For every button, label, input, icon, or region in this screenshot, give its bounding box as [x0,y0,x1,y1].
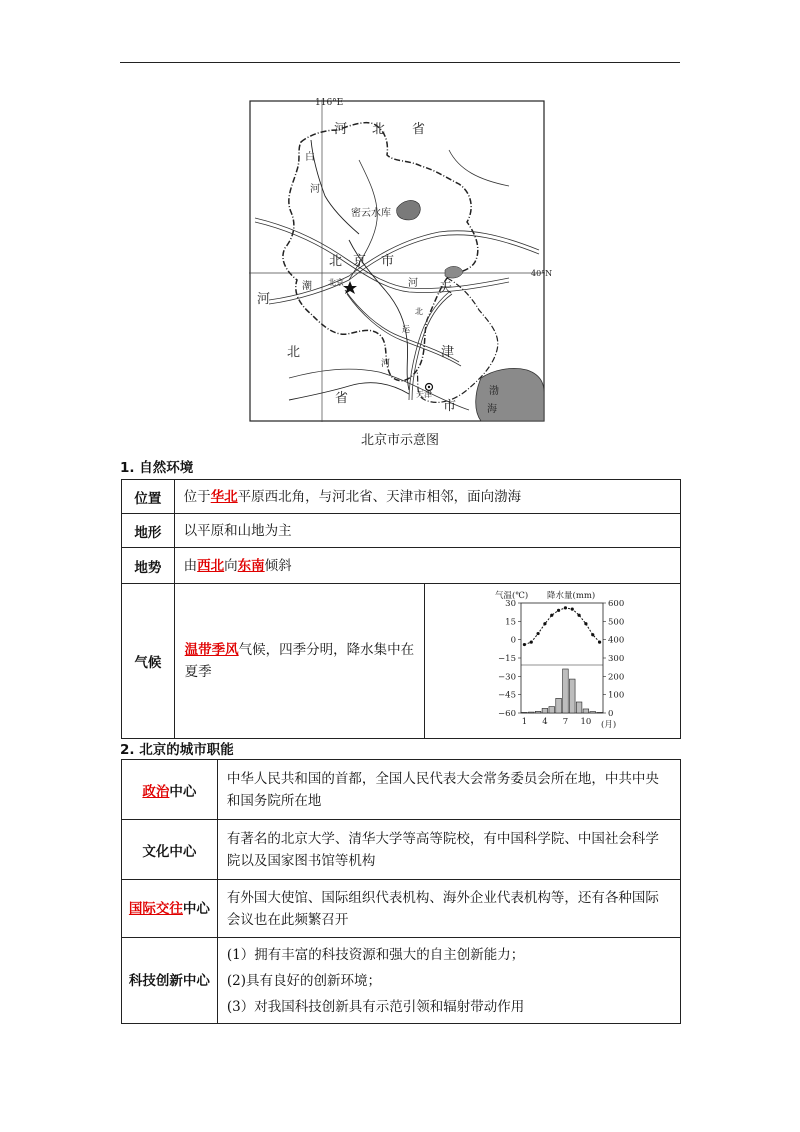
row-header-political [122,760,218,820]
climate-chart-cell [424,584,680,739]
innovation-cell [217,938,680,1024]
temp-point [543,622,546,625]
precip-bar [576,702,582,713]
map-label-bohai-1: 渤 [489,386,499,397]
innovation-item: (2)具有良好的创新环境； [226,972,381,989]
chart-right-tick-label: 200 [607,672,625,683]
chart-right-tick-label: 100 [607,690,625,701]
temp-point [571,608,574,611]
map-label-he-bai: 河 [310,184,320,195]
map-label-beijing-1: 北 [329,254,343,269]
temp-point [584,622,587,625]
map-label-beijing-2: 京 [353,254,367,269]
elevation-cell [174,548,680,584]
temp-point [564,606,567,609]
political-cell: 中华人民共和国的首都，全国人民代表大会常务委员会所在地，中共中央和国务院所在地 [217,760,680,820]
temp-point [550,614,553,617]
temp-point [523,643,526,646]
precip-bar [597,712,603,713]
row-header-innovation: 科技创新中心 [122,938,218,1024]
chart-month-unit: (月) [600,720,617,730]
precip-bar [583,709,589,713]
map-label-bohai-2: 海 [487,404,497,415]
precip-bar [522,712,528,713]
precip-bar [528,712,534,713]
chart-left-tick-label: 0 [510,635,516,646]
row-header-elevation: 地势 [122,548,175,584]
international-cell: 有外国大使馆、国际组织代表机构、海外企业代表机构等，还有各种国际会议也在此频繁召开 [217,880,680,938]
highlight-northwest: 西北 [197,557,225,574]
international-suffix: 中心 [182,900,210,917]
section-title-natural-environment: 1. 自然环境 [120,460,194,476]
map-label-capital: 北京 [328,278,344,287]
precip-bar [549,707,555,713]
temp-point [536,632,539,635]
row-header-terrain: 地形 [122,514,175,548]
table-row [122,760,681,820]
map-label-tianjin-3: 市 [443,399,457,414]
innovation-item: (3）对我国科技创新具有示范引领和辐射带动作用 [226,998,525,1015]
map-label-hebei-top-2: 北 [372,122,386,137]
chart-temp-label: 气温(℃) [494,591,529,601]
chart-x-tick-label: 7 [562,717,569,727]
lon-label: 116°E [315,98,344,108]
map-label-canal-2: 运 [402,325,410,334]
table-row [122,880,681,938]
temp-point [591,633,594,636]
precip-bar [590,712,596,713]
chart-right-tick-label: 0 [607,709,614,719]
precip-bar [569,679,575,713]
chart-x-tick-label: 1 [521,717,528,727]
climate-post: 气候，四季分明，降水集中在夏季 [184,642,415,680]
elevation-pre: 由 [183,557,198,574]
map-label-hebei-left-1: 河 [257,292,271,307]
chart-left-tick-label: −15 [498,654,516,664]
map-caption: 北京市示意图 [360,433,439,448]
highlight-international: 国际交往 [128,900,183,917]
row-header-international [122,880,218,938]
chart-right-tick-label: 400 [607,635,625,646]
row-header-climate: 气候 [122,584,175,739]
beijing-map [249,98,553,422]
map-label-tianjin-1: 天 [439,281,453,296]
map-label-canal-1: 北 [415,307,423,316]
map-label-hebei-left-2: 北 [287,345,301,360]
chart-left-tick-label: 30 [505,599,516,609]
chart-left-tick-label: −30 [498,672,516,683]
map-label-hebei-top-3: 省 [412,122,426,137]
table-row [122,820,681,880]
highlight-southeast: 东南 [237,557,265,574]
cultural-cell: 有著名的北京大学、清华大学等高等院校，有中国科学院、中国社会科学院以及国家图书馆等机构 [217,820,680,880]
header-rule [120,62,680,63]
chart-right-tick-label: 600 [607,599,625,609]
chart-right-tick-label: 500 [607,617,625,628]
table-row [122,584,681,739]
chart-x-tick-label: 4 [542,717,548,727]
terrain-cell: 以平原和山地为主 [174,514,680,548]
temp-point [557,609,560,612]
row-header-cultural: 文化中心 [122,820,218,880]
elevation-post: 倾斜 [264,557,292,574]
table-row [122,548,681,584]
climate-chart [425,584,680,734]
table-row [122,480,681,514]
highlight-huabei: 华北 [210,488,238,505]
map-label-bai: 白 [305,152,315,163]
location-post: 平原西北角，与河北省、天津市相邻，面向渤海 [237,488,522,505]
map-label-hebei-top-1: 河 [334,122,348,137]
chart-left-tick-label: −60 [498,709,516,719]
row-header-location: 位置 [122,480,175,514]
map-label-tianjin-city: 天津 [416,390,432,399]
map-label-tianjin-2: 津 [441,345,455,360]
precip-bar [542,708,548,713]
chart-right-tick-label: 300 [607,654,625,664]
elevation-mid: 向 [224,557,238,574]
chart-left-tick-label: 15 [505,617,516,628]
section-title-city-functions: 2. 北京的城市职能 [120,742,234,758]
highlight-temperate-monsoon: 温带季风 [184,642,239,658]
location-cell [174,480,680,514]
climate-cell [174,584,424,739]
city-functions-table [121,759,681,1024]
highlight-political: 政治 [142,783,170,800]
map-label-chao: 潮 [302,281,312,292]
chart-frame [521,603,603,713]
chart-x-tick-label: 10 [580,717,592,727]
temp-point [577,614,580,617]
precip-bar [563,669,569,713]
chart-left-tick-label: −45 [498,690,516,701]
lat-label: 40°N [531,269,553,278]
map-label-beijing-3: 市 [381,254,395,269]
chart-precip-label: 降水量(mm) [546,591,596,601]
temp-point [598,641,601,644]
map-label-hebei-left-3: 省 [335,391,349,406]
innovation-item: (1）拥有丰富的科技资源和强大的自主创新能力； [226,946,525,963]
political-suffix: 中心 [169,783,197,800]
table-row [122,514,681,548]
precip-bar [535,711,541,713]
map-label-miyun: 密云水库 [351,208,391,219]
temp-point [530,641,533,644]
map-label-he-chao: 河 [408,278,418,289]
precip-bar [556,698,562,713]
table-row [122,938,681,1024]
map-label-canal-3: 河 [381,359,391,369]
natural-environment-table [121,479,681,739]
location-pre: 位于 [183,488,211,505]
